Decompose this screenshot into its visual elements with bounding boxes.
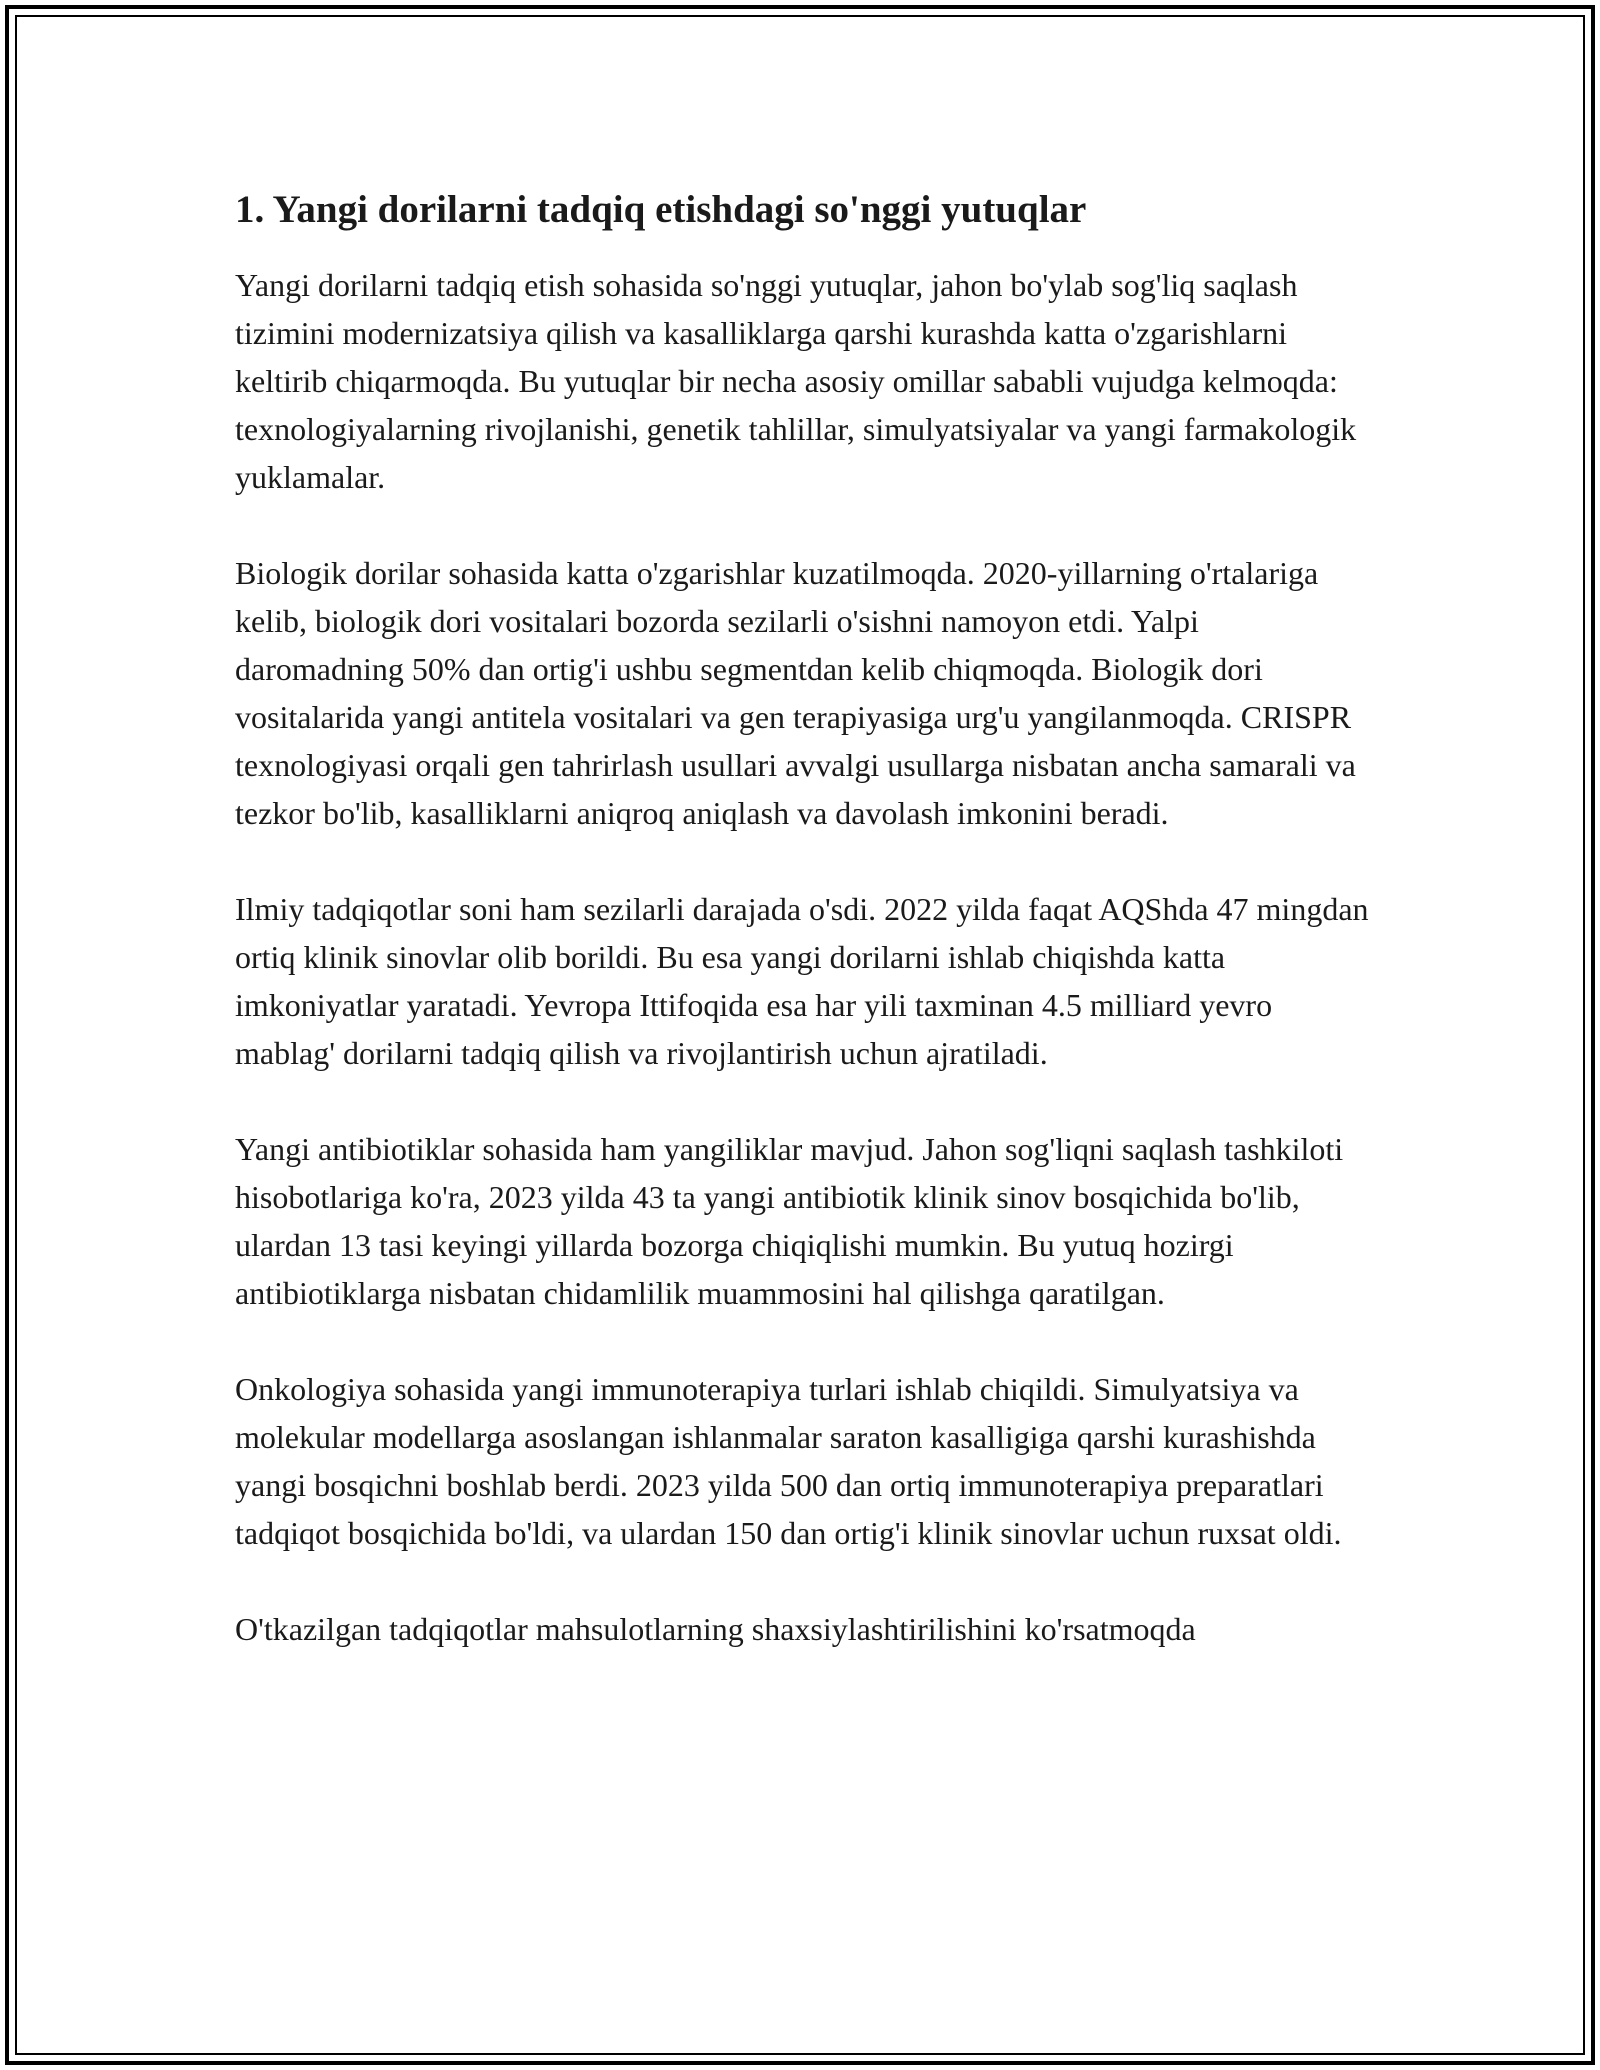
paragraph-oncology: Onkologiya sohasida yangi immunoterapiya turlari ishlab chiqildi. Simulyatsiya va molekular modellarga asoslangan ishlanmalar saraton kasalligiga qarshi kurashishda yangi bosqichni boshlab berdi. 2023 yilda 500 dan ortiq immunoterapiya preparatlari tadqiqot bosqichida bo'ldi, va ulardan 150 dan ortig'i klinik sinovlar uchun ruxsat oldi. <box>235 1371 1342 1551</box>
paragraph-research: Ilmiy tadqiqotlar soni ham sezilarli darajada o'sdi. 2022 yilda faqat AQShda 47 mingdan ortiq klinik sinovlar olib borildi. Bu esa yangi dorilarni ishlab chiqishda katta imkoniyatlar yaratadi. Yevropa Ittifoqida esa har yili taxminan 4.5 milliard yevro mablag' dorilarni tadqiq qilish va rivojlantirish uchun ajratiladi. <box>235 891 1369 1071</box>
paragraph-personalization: O'tkazilgan tadqiqotlar mahsulotlarning shaxsiylashtirilishini ko'rsatmoqda <box>235 1611 1196 1647</box>
section-heading: 1. Yangi dorilarni tadqiq etishdagi so'nggi yutuqlar <box>235 188 1087 231</box>
paragraph-biologics: Biologik dorilar sohasida katta o'zgarishlar kuzatilmoqda. 2020-yillarning o'rtalariga kelib, biologik dori vositalari bozorda sezilarli o'sishni namoyon etdi. Yalpi daromadning 50% dan ortig'i ushbu segmentdan kelib chiqmoqda. Biologik dori vositalarida yangi antitela vositalari va gen terapiyasiga urg'u yangilanmoqda. CRISPR texnologiyasi orqali gen tahrirlash usullari avvalgi usullarga nisbatan ancha samarali va tezkor bo'lib, kasalliklarni aniqroq aniqlash va davolash imkonini beradi. <box>235 555 1356 831</box>
document-body <box>235 185 1375 1701</box>
paragraph-antibiotics: Yangi antibiotiklar sohasida ham yangiliklar mavjud. Jahon sog'liqni saqlash tashkiloti hisobotlariga ko'ra, 2023 yilda 43 ta yangi antibiotik klinik sinov bosqichida bo'lib, ulardan 13 tasi keyingi yillarda bozorga chiqiqlishi mumkin. Bu yutuq hozirgi antibiotiklarga nisbatan chidamlilik muammosini hal qilishga qaratilgan. <box>235 1131 1344 1311</box>
paragraph-intro: Yangi dorilarni tadqiq etish sohasida so'nggi yutuqlar, jahon bo'ylab sog'liq saqlash tizimini modernizatsiya qilish va kasalliklarga qarshi kurashda katta o'zgarishlarni keltirib chiqarmoqda. Bu yutuqlar bir necha asosiy omillar sababli vujudga kelmoqda: texnologiyalarning rivojlanishi, genetik tahlillar, simulyatsiyalar va yangi farmakologik yuklamalar. <box>235 267 1357 495</box>
